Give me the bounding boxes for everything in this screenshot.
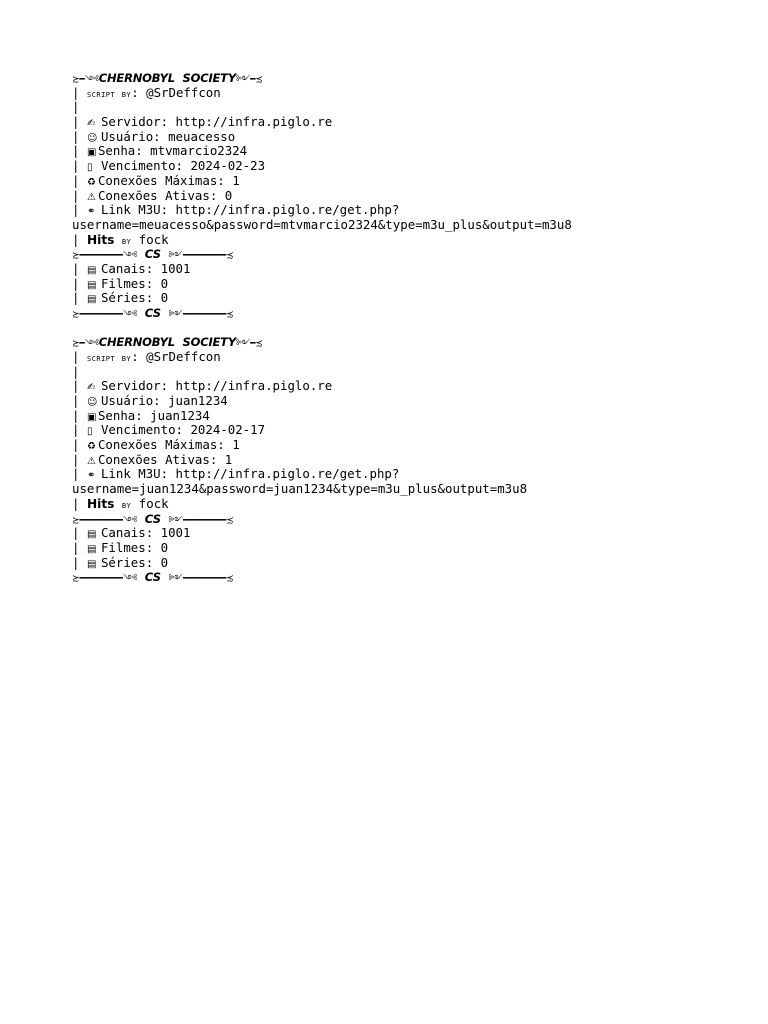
senha-label: Senha: [97, 407, 151, 423]
divider-title: CS [144, 511, 162, 526]
section-divider [72, 512, 762, 527]
pipe: | [72, 172, 80, 188]
section-divider [72, 247, 762, 262]
blank-line [72, 365, 762, 380]
pipe: | [72, 231, 80, 247]
link-line [72, 203, 762, 218]
filmes-line [72, 277, 762, 292]
senha-line [72, 144, 762, 159]
conexoes-ativas-label: Conexões Ativas: [97, 187, 225, 203]
lock-icon: ▣ [86, 411, 97, 423]
series-value: 0 [160, 554, 169, 570]
pipe: | [72, 158, 80, 174]
usuario-label: Usuário: [100, 128, 169, 144]
conexoes-ativas-value: 1 [224, 451, 233, 467]
pipe: | [72, 525, 80, 541]
canais-line [72, 526, 762, 541]
filmes-value: 0 [160, 275, 169, 291]
pipe: | [72, 348, 80, 364]
hits-name: fock [131, 495, 169, 511]
pipe: | [72, 393, 80, 409]
conexoes-max-value: 1 [232, 172, 240, 188]
pipe: | [72, 422, 80, 438]
senha-line [72, 409, 762, 424]
script-by-label: script by [86, 88, 132, 100]
divider-left: ≿━━━━━━━━༺ [72, 310, 138, 320]
warning-icon: ⚠ [86, 191, 96, 203]
user-icon: ☺ [86, 397, 98, 409]
hits-by: by [121, 499, 132, 511]
divider-right: ༻━━━━━━━━≾ [168, 310, 234, 320]
filmes-line [72, 541, 762, 556]
usuario-line [72, 130, 762, 145]
link-value-part2[interactable]: username=meuacesso&password=mtvmarcio2324&type=m3u_plus&output=m3u8 [72, 216, 572, 232]
header-right-deco: ༻━≾ [235, 339, 263, 350]
calendar-icon: ▯ [86, 426, 93, 438]
filmes-label: Filmes: [100, 275, 161, 291]
divider-left: ≿━━━━━━━━༺ [72, 515, 138, 526]
divider-right: ༻━━━━━━━━≾ [168, 515, 234, 526]
script-by-line [72, 86, 762, 101]
usuario-value: meuacesso [168, 128, 236, 144]
pipe: | [72, 466, 80, 482]
pipe: | [72, 275, 80, 291]
vencimento-value: 2024-02-23 [190, 158, 266, 174]
hits-label: Hits [86, 232, 115, 247]
script-by-colon: : [131, 84, 139, 100]
canais-label: Canais: [100, 525, 161, 541]
pipe: | [72, 143, 80, 159]
calendar-icon: ▯ [86, 162, 93, 174]
servidor-line [72, 115, 762, 130]
pipe: | [72, 495, 80, 511]
recycle-icon: ♻ [86, 176, 96, 188]
hits-label: Hits [86, 496, 115, 511]
pipe: | [72, 407, 80, 423]
book-icon: ▤ [86, 294, 97, 306]
section-divider [72, 306, 762, 321]
link-value-part1[interactable]: http://infra.piglo.re/get.php? [175, 466, 400, 482]
entry-header [72, 71, 762, 86]
book-icon: ▤ [86, 529, 97, 541]
conexoes-max-line [72, 174, 762, 189]
senha-value: juan1234 [150, 407, 210, 423]
senha-label: Senha: [97, 143, 151, 159]
book-icon: ▤ [86, 264, 97, 276]
senha-value: mtvmarcio2324 [150, 143, 248, 159]
warning-icon: ⚠ [86, 455, 96, 467]
filmes-value: 0 [160, 539, 169, 555]
pipe: | [72, 539, 80, 555]
pipe: | [72, 378, 80, 394]
user-icon: ☺ [86, 132, 98, 144]
pipe: | [72, 99, 80, 115]
lock-icon: ▣ [86, 147, 97, 159]
link-line [72, 467, 762, 482]
link-icon: ⚭ [86, 206, 96, 218]
server-icon: ✍ [86, 382, 96, 394]
divider-left: ≿━━━━━━━━༺ [72, 574, 138, 585]
vencimento-label: Vencimento: [100, 422, 191, 438]
divider-right: ༻━━━━━━━━≾ [168, 251, 234, 262]
servidor-line [72, 379, 762, 394]
pipe: | [72, 290, 80, 306]
entry-header [72, 335, 762, 350]
pipe: | [72, 187, 80, 203]
book-icon: ▤ [86, 558, 97, 570]
section-divider [72, 570, 762, 585]
link-icon: ⚭ [86, 470, 96, 482]
script-by-label: script by [86, 352, 132, 364]
canais-value: 1001 [160, 525, 191, 541]
conexoes-max-label: Conexões Máximas: [97, 172, 233, 188]
divider-left: ≿━━━━━━━━༺ [72, 251, 138, 262]
series-line [72, 556, 762, 571]
script-by-colon: : [131, 348, 139, 364]
script-by-line [72, 350, 762, 365]
account-entry [72, 71, 762, 321]
hits-by: by [121, 235, 132, 247]
blank-line [72, 100, 762, 115]
vencimento-line [72, 423, 762, 438]
pipe: | [72, 84, 80, 100]
header-right-deco: ༻━≾ [235, 75, 263, 85]
conexoes-max-line [72, 438, 762, 453]
pipe: | [72, 202, 80, 218]
pipe: | [72, 363, 80, 379]
author-handle: @SrDeffcon [138, 84, 221, 100]
series-label: Séries: [100, 554, 161, 570]
link-value-part2[interactable]: username=juan1234&password=juan1234&type=m3u_plus&output=m3u8 [72, 481, 528, 497]
hits-name: fock [131, 231, 169, 247]
canais-line [72, 262, 762, 277]
link-label: Link M3U: [100, 202, 176, 218]
conexoes-ativas-label: Conexões Ativas: [97, 451, 225, 467]
divider-title: CS [144, 247, 162, 262]
book-icon: ▤ [86, 279, 97, 291]
hits-line [72, 497, 762, 512]
usuario-value: juan1234 [168, 393, 228, 409]
usuario-line [72, 394, 762, 409]
conexoes-max-label: Conexões Máximas: [97, 437, 233, 453]
server-icon: ✍ [86, 118, 96, 130]
document-body [72, 71, 762, 585]
canais-label: Canais: [100, 260, 161, 276]
book-icon: ▤ [86, 543, 97, 555]
series-label: Séries: [100, 290, 161, 306]
servidor-value: http://infra.piglo.re [175, 378, 333, 394]
divider-right: ༻━━━━━━━━≾ [168, 574, 234, 585]
pipe: | [72, 260, 80, 276]
servidor-label: Servidor: [100, 114, 176, 130]
conexoes-ativas-line [72, 189, 762, 204]
pipe: | [72, 554, 80, 570]
link-continuation [72, 218, 762, 233]
pipe: | [72, 437, 80, 453]
conexoes-ativas-value: 0 [224, 187, 233, 203]
canais-value: 1001 [160, 260, 191, 276]
link-label: Link M3U: [100, 466, 176, 482]
servidor-label: Servidor: [100, 378, 176, 394]
header-left-deco: ≿━༺ [72, 339, 99, 350]
series-value: 0 [160, 290, 169, 306]
vencimento-value: 2024-02-17 [190, 422, 266, 438]
account-entry [72, 335, 762, 585]
header-left-deco: ≿━༺ [72, 75, 99, 85]
vencimento-label: Vencimento: [100, 158, 191, 174]
series-line [72, 291, 762, 306]
usuario-label: Usuário: [100, 393, 169, 409]
author-handle: @SrDeffcon [138, 348, 221, 364]
servidor-value: http://infra.piglo.re [175, 114, 333, 130]
recycle-icon: ♻ [86, 441, 96, 453]
pipe: | [72, 128, 80, 144]
entry-title: CHERNOBYL SOCIETY [98, 71, 236, 85]
divider-title: CS [144, 570, 162, 585]
entry-title: CHERNOBYL SOCIETY [98, 335, 236, 350]
vencimento-line [72, 159, 762, 174]
link-continuation [72, 482, 762, 497]
pipe: | [72, 114, 80, 130]
filmes-label: Filmes: [100, 539, 161, 555]
conexoes-max-value: 1 [232, 437, 240, 453]
link-value-part1[interactable]: http://infra.piglo.re/get.php? [175, 202, 400, 218]
divider-title: CS [144, 306, 162, 320]
pipe: | [72, 451, 80, 467]
hits-line [72, 233, 762, 248]
conexoes-ativas-line [72, 453, 762, 468]
